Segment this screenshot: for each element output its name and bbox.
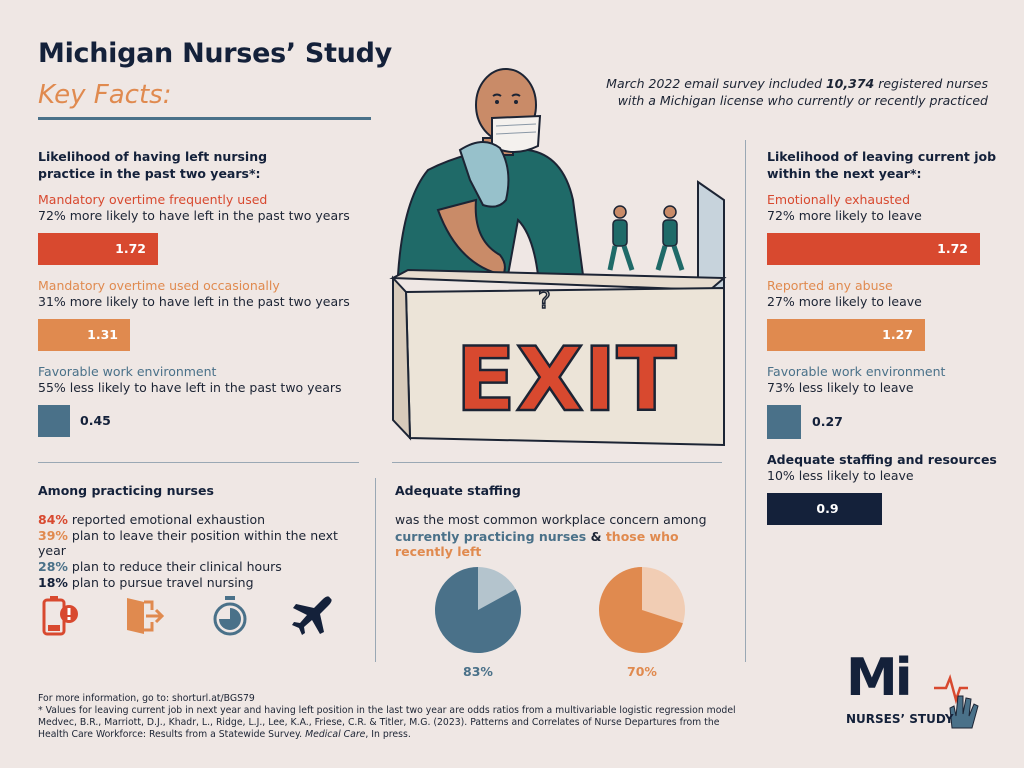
left-factor-2 [38, 278, 368, 351]
group-left: those who recently left [395, 529, 679, 559]
pie-label-left: 70% [627, 664, 657, 679]
survey-text-pre: March 2022 email survey included [606, 76, 826, 91]
odds-ratio-bar [767, 233, 980, 265]
factor-description: 72% more likely to have left in the past two years [38, 208, 350, 224]
study-logo [846, 648, 986, 732]
svg-text:?: ? [538, 286, 551, 314]
survey-count: 10,374 [825, 76, 875, 91]
stat-text: reported emotional exhaustion [67, 512, 266, 527]
logo-mark: Mi [846, 648, 910, 708]
odds-ratio-bar [38, 233, 158, 265]
right-factor-4 [767, 452, 997, 525]
odds-ratio-value: 0.9 [816, 501, 839, 516]
factor-label: Emotionally exhausted [767, 192, 911, 207]
group-practicing: currently practicing nurses [395, 529, 587, 544]
odds-ratio-bar [767, 493, 882, 525]
practicing-heading: Among practicing nurses [38, 483, 214, 498]
odds-ratio-bar [767, 319, 925, 351]
odds-ratio-value: 1.27 [882, 327, 913, 342]
odds-ratio-value: 0.27 [812, 414, 843, 429]
factor-label: Favorable work environment [38, 364, 217, 379]
page-title: Michigan Nurses’ Study [38, 38, 392, 69]
stat-percent: 18% [38, 574, 68, 590]
stat-line [38, 575, 368, 591]
stat-line [38, 512, 368, 528]
factor-label: Adequate staffing and resources [767, 452, 997, 467]
right-factor-3 [767, 364, 997, 439]
right-factor-1 [767, 192, 997, 265]
factor-label: Mandatory overtime used occasionally [38, 278, 280, 293]
odds-ratio-value: 1.72 [937, 241, 968, 256]
factor-label: Favorable work environment [767, 364, 946, 379]
stat-text: plan to leave their position within the next year [38, 527, 338, 559]
factor-label: Reported any abuse [767, 278, 893, 293]
odds-ratio-bar [767, 405, 801, 439]
odds-ratio-value: 1.72 [115, 241, 146, 256]
staffing-heading: Adequate staffing [395, 483, 521, 498]
battery-low-icon [38, 594, 82, 638]
odds-ratio-bar [38, 319, 130, 351]
factor-description: 31% more likely to have left in the past two years [38, 294, 350, 310]
citation-journal: Medical Care [305, 729, 366, 741]
footer [38, 693, 738, 741]
stat-text: plan to reduce their clinical hours [67, 558, 282, 574]
odds-ratio-bar-row [767, 405, 997, 439]
staffing-description: was the most common workplace concern among [395, 512, 707, 527]
odds-ratio-bar [38, 405, 70, 437]
stopwatch-icon [208, 594, 252, 638]
citation-text: Health Care Workforce: Results from a Statewide Survey. [38, 729, 306, 741]
stat-line [38, 528, 368, 559]
exit-door-icon [122, 594, 166, 638]
exit-sign-text: EXIT [455, 328, 677, 431]
left-divider [38, 462, 359, 463]
footer-note: * Values for leaving current job in next year and having left position in the last two year are odds ratios from a multivariable logistic regression model [38, 705, 736, 717]
factor-description: 10% less likely to leave [767, 468, 914, 484]
survey-text-post: registered nurses with a Michigan license who currently or recently practiced [617, 76, 988, 108]
staffing-groups [395, 529, 735, 559]
odds-ratio-value: 0.45 [80, 413, 111, 428]
footer-citation-2 [38, 729, 738, 741]
odds-ratio-bar-row [38, 405, 368, 437]
title-divider [38, 117, 371, 120]
staffing-pie-charts [395, 560, 735, 660]
left-factor-1 [38, 192, 368, 265]
page-subtitle: Key Facts: [38, 80, 172, 110]
factor-label: Mandatory overtime frequently used [38, 192, 268, 207]
group-separator: & [586, 529, 606, 544]
center-divider [392, 462, 722, 463]
factor-description: 73% less likely to leave [767, 380, 914, 396]
vertical-divider-right [745, 140, 746, 662]
practicing-stats [38, 512, 368, 590]
right-factor-2 [767, 278, 997, 351]
pie-label-practicing: 83% [463, 664, 493, 679]
logo-name: NURSES’ STUDY [846, 712, 954, 726]
left-factor-3 [38, 364, 368, 437]
stat-percent: 28% [38, 558, 68, 574]
right-section-heading: Likelihood of leaving current job within the next year*: [767, 149, 997, 181]
vertical-divider-center [375, 478, 376, 662]
factor-description: 55% less likely to have left in the past two years [38, 380, 342, 396]
odds-ratio-value: 1.31 [87, 327, 118, 342]
stat-percent: 84% [38, 512, 68, 527]
left-section-heading: Likelihood of having left nursing practice in the past two years*: [38, 149, 268, 181]
stat-percent: 39% [38, 527, 68, 543]
footer-citation-1: Medvec, B.R., Marriott, D.J., Khadr, L., Ridge, L.J., Lee, K.A., Friese, C.R. & Titler, M.G. (2023). Patterns and Correlates of Nurse Departures from the [38, 717, 720, 729]
factor-description: 72% more likely to leave [767, 208, 922, 224]
stat-line [38, 559, 368, 575]
factor-description: 27% more likely to leave [767, 294, 922, 310]
citation-end: , In press. [365, 729, 411, 741]
nurse-exit-illustration [388, 60, 733, 450]
airplane-icon [290, 594, 334, 638]
stat-text: plan to pursue travel nursing [67, 574, 254, 590]
footer-link-line: For more information, go to: shorturl.at/BGS79 [38, 693, 255, 704]
